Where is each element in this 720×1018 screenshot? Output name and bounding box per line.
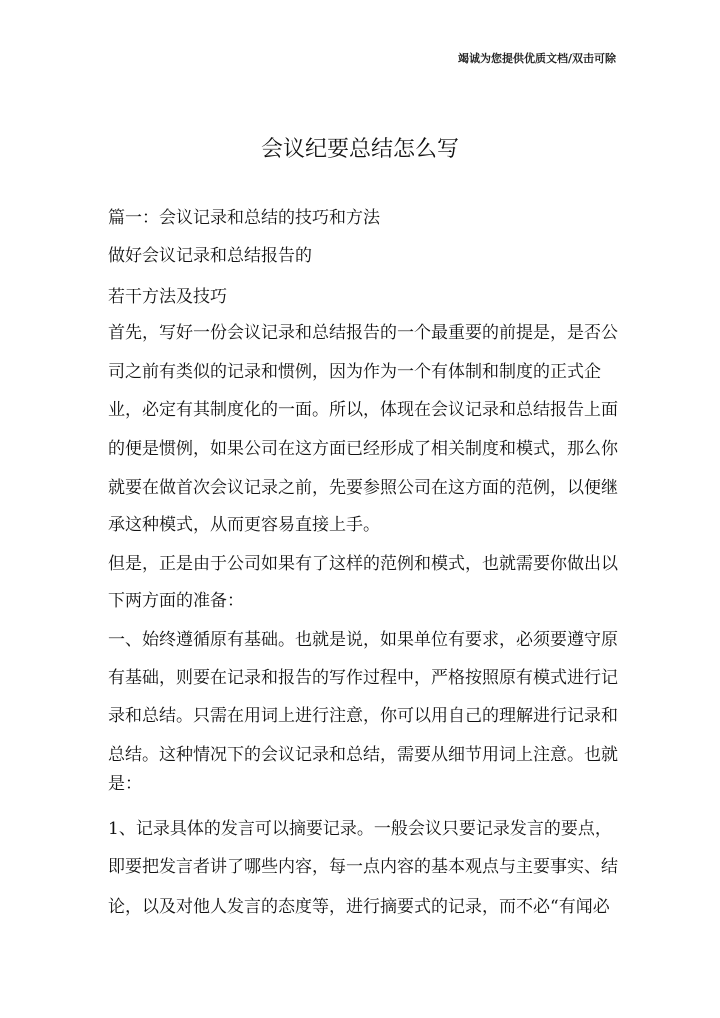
subheading-line: 若干方法及技巧 (108, 287, 227, 307)
paragraph-line: 是： (108, 774, 142, 794)
subheading-line: 做好会议记录和总结报告的 (108, 246, 312, 266)
paragraph-line: 的便是惯例，如果公司在这方面已经形成了相关制度和模式，那么你 (108, 439, 618, 459)
paragraph-line: 论，以及对他人发言的态度等，进行摘要式的记录，而不必“有闻必 (108, 897, 610, 917)
paragraph-line: 首先，写好一份会议记录和总结报告的一个最重要的前提是，是否公 (108, 323, 618, 343)
paragraph-line: 但是，正是由于公司如果有了这样的范例和模式，也就需要你做出以 (108, 554, 618, 574)
paragraph-line: 承这种模式，从而更容易直接上手。 (108, 515, 380, 535)
paragraph-line: 司之前有类似的记录和惯例，因为作为一个有体制和制度的正式企 (108, 362, 601, 382)
paragraph-line: 即要把发言者讲了哪些内容，每一点内容的基本观点与主要事实、结 (108, 857, 618, 877)
paragraph-line: 下两方面的准备： (108, 591, 244, 611)
paragraph-line: 有基础，则要在记录和报告的写作过程中，严格按照原有模式进行记 (108, 668, 618, 688)
paragraph-line: 就要在做首次会议记录之前，先要参照公司在这方面的范例，以便继 (108, 478, 618, 498)
document-title: 会议纪要总结怎么写 (260, 137, 459, 162)
paragraph-line: 一、始终遵循原有基础。也就是说，如果单位有要求，必须要遵守原 (108, 630, 618, 650)
section-heading: 篇一：会议记录和总结的技巧和方法 (108, 208, 380, 228)
paragraph-line: 业，必定有其制度化的一面。所以，体现在会议记录和总结报告上面 (108, 400, 618, 420)
header-note: 竭诚为您提供优质文档/双击可除 (457, 52, 616, 65)
paragraph-line: 1、记录具体的发言可以摘要记录。一般会议只要记录发言的要点， (108, 819, 612, 839)
paragraph-line: 总结。这种情况下的会议记录和总结，需要从细节用词上注意。也就 (108, 745, 618, 765)
paragraph-line: 录和总结。只需在用词上进行注意，你可以用自己的理解进行记录和 (108, 706, 618, 726)
